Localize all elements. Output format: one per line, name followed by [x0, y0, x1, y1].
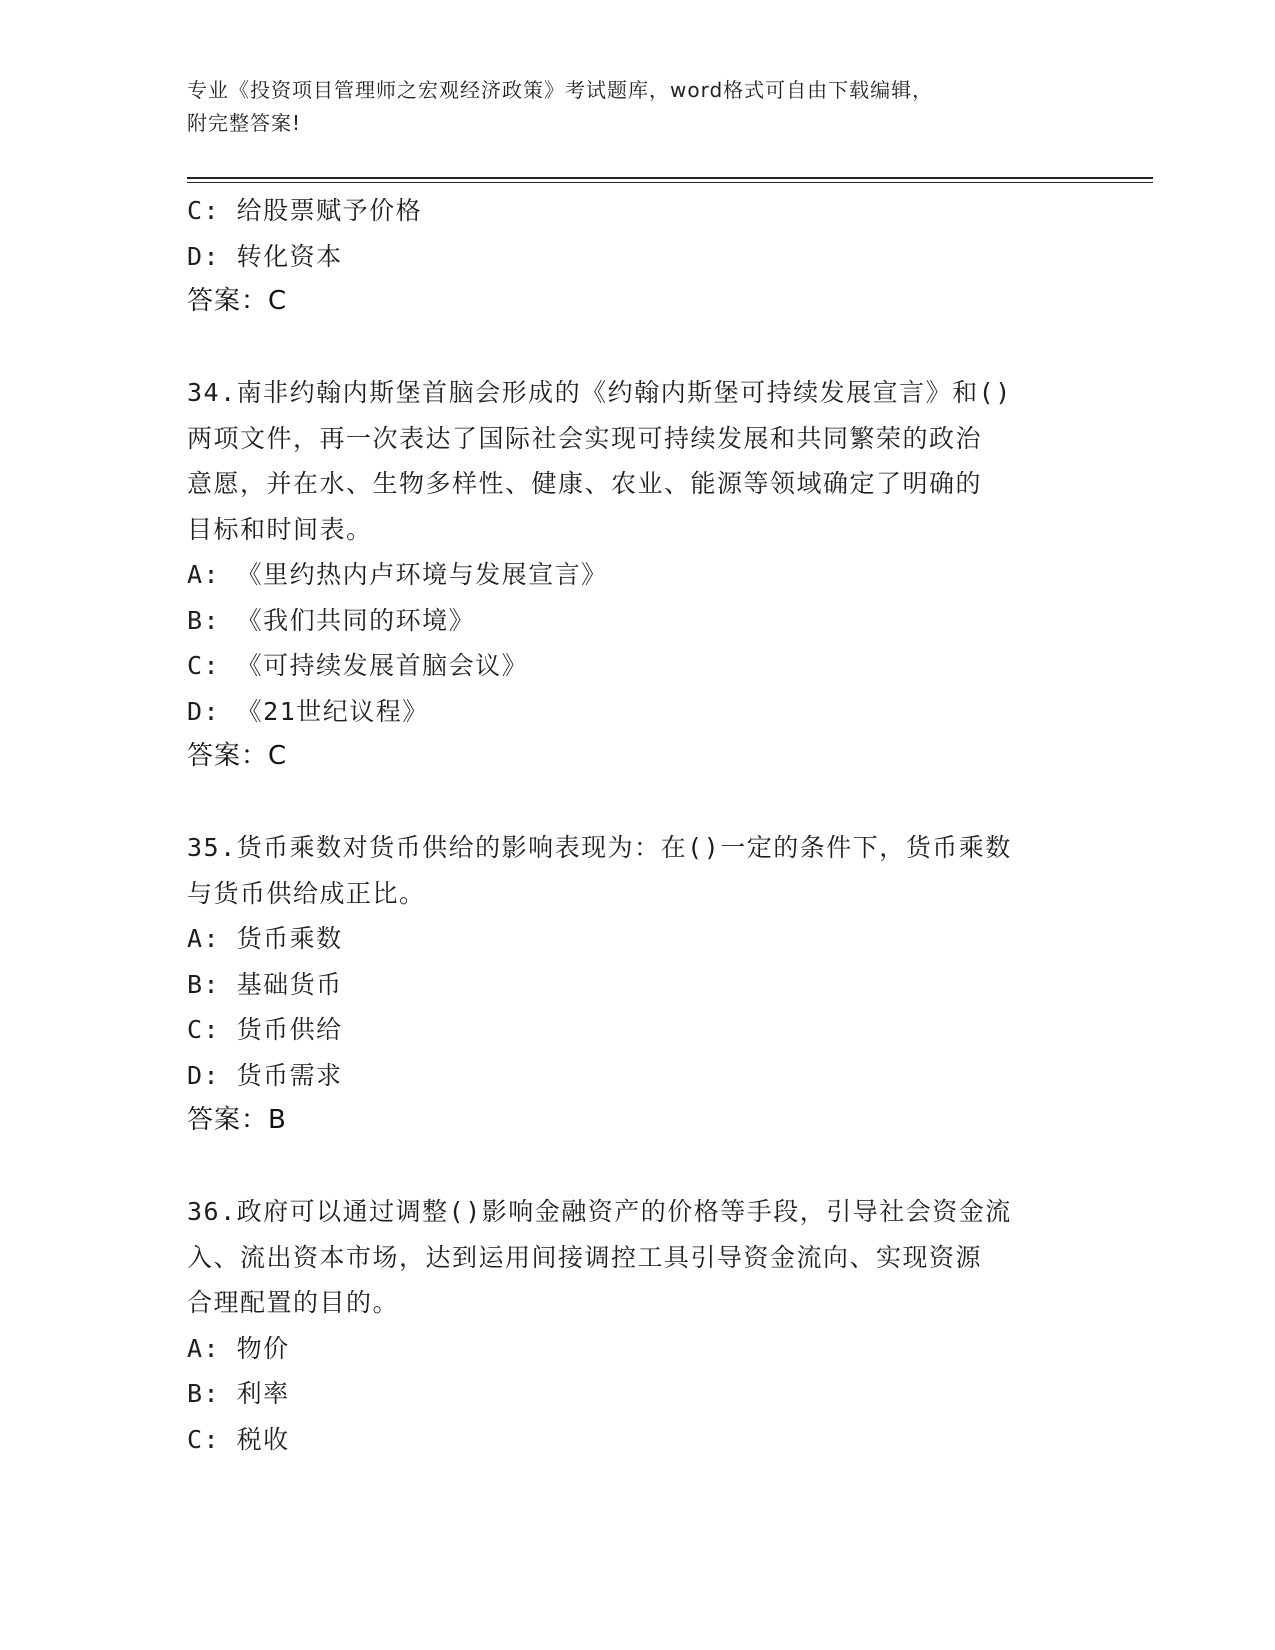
header-line-1: 专业《投资项目管理师之宏观经济政策》考试题库，word格式可自由下载编辑，: [187, 78, 934, 102]
answer-line: 答案：B: [187, 1105, 287, 1135]
option-c: C: 税收: [187, 1424, 290, 1454]
option-c: C: 给股票赋予价格: [187, 196, 423, 225]
document-header: [187, 74, 1067, 140]
question-content: [187, 188, 1087, 1462]
spacer: [187, 1144, 1087, 1190]
question-stem-line: 合理配置的目的。: [187, 1288, 400, 1317]
question-stem-line: 36.政府可以通过调整()影响金融资产的价格等手段，引导社会资金流: [187, 1197, 1012, 1226]
option-d: D: 转化资本: [187, 241, 343, 271]
spacer: [187, 325, 1087, 371]
option-c: C: 《可持续发展首脑会议》: [187, 651, 529, 680]
question-stem-line: 34.南非约翰内斯堡首脑会形成的《约翰内斯堡可持续发展宣言》和(): [187, 378, 1012, 407]
option-a: A: 物价: [187, 1333, 290, 1363]
question-stem-line: 35.货币乘数对货币供给的影响表现为：在()一定的条件下，货币乘数: [187, 833, 1012, 862]
question-stem-line: 两项文件，再一次表达了国际社会实现可持续发展和共同繁荣的政治: [187, 423, 983, 453]
answer-line: 答案：C: [187, 741, 288, 771]
option-a: A: 货币乘数: [187, 924, 343, 953]
option-d: D: 《21世纪议程》: [187, 696, 429, 726]
option-b: B: 《我们共同的环境》: [187, 605, 476, 635]
question-34: [187, 370, 1087, 780]
option-d: D: 货币需求: [187, 1060, 343, 1090]
question-36: [187, 1189, 1087, 1462]
option-c: C: 货币供给: [187, 1015, 343, 1044]
question-stem-line: 入、流出资本市场，达到运用间接调控工具引导资金流向、实现资源: [187, 1242, 983, 1272]
option-b: B: 利率: [187, 1379, 290, 1408]
answer-line: 答案：C: [187, 286, 288, 316]
header-divider-thin: [187, 182, 1153, 183]
header-divider-thick: [187, 177, 1153, 179]
question-35: [187, 825, 1087, 1144]
question-stem-line: 目标和时间表。: [187, 514, 373, 544]
header-line-2: 附完整答案!: [187, 111, 302, 135]
spacer: [187, 780, 1087, 826]
question-stem-line: 与货币供给成正比。: [187, 878, 426, 908]
previous-question-tail: [187, 188, 1087, 325]
option-b: B: 基础货币: [187, 969, 343, 999]
option-a: A: 《里约热内卢环境与发展宣言》: [187, 560, 608, 589]
question-stem-line: 意愿，并在水、生物多样性、健康、农业、能源等领域确定了明确的: [187, 469, 983, 498]
